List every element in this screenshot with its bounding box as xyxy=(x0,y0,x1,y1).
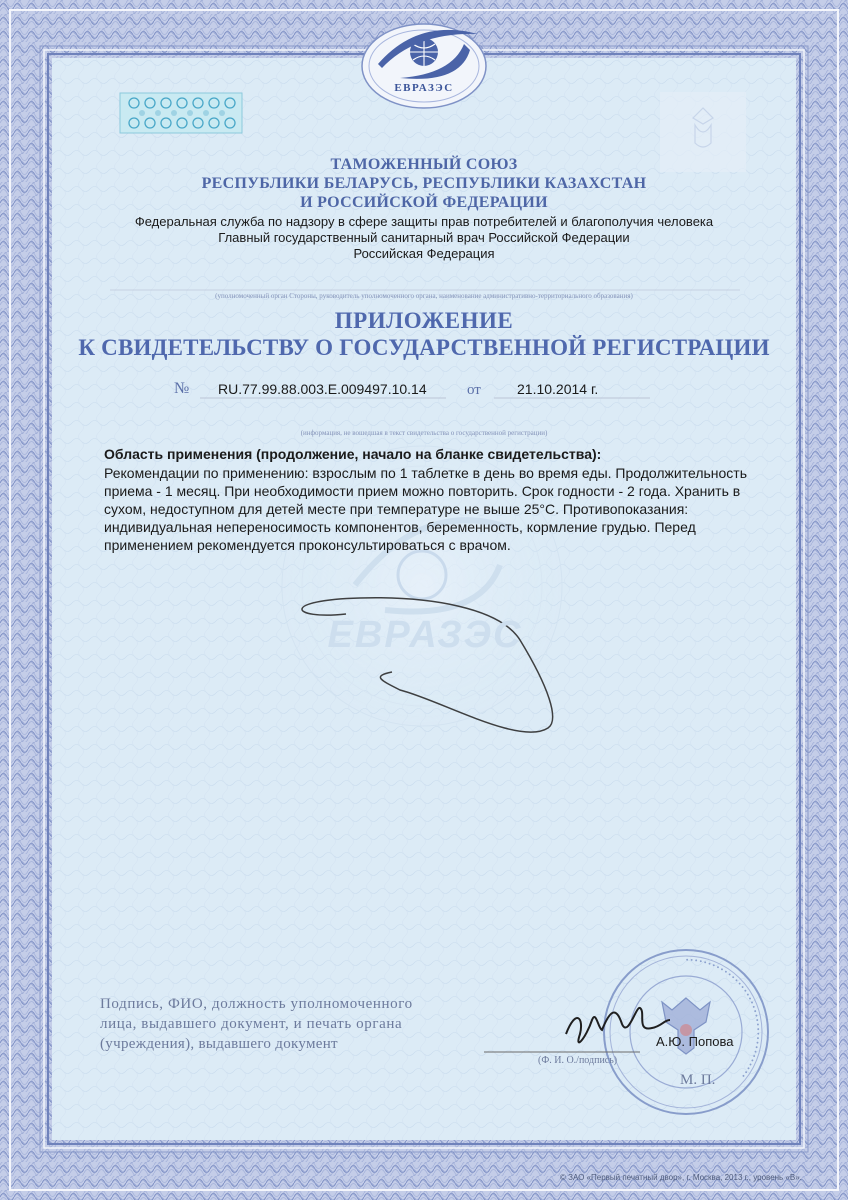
eurasec-emblem xyxy=(362,24,486,108)
hologram-sticker xyxy=(120,93,242,133)
authority-line-3: Российская Федерация xyxy=(353,246,495,261)
stamp-place-label: М. П. xyxy=(680,1072,716,1088)
signature-label-1: Подпись, ФИО, должность уполномоченного xyxy=(100,996,413,1012)
number-label: № xyxy=(174,380,190,397)
signature-label-2: лица, выдавшего документ, и печать органа xyxy=(100,1016,403,1032)
watermark-text: ЕВРАЗЭС xyxy=(327,614,523,656)
authority-caption: (уполномоченный орган Стороны, руководитель уполномоченного органа, наименование административно-территориального образования) xyxy=(215,292,633,300)
header-line-1: ТАМОЖЕННЫЙ СОЮЗ xyxy=(330,156,518,173)
header-line-2: РЕСПУБЛИКИ БЕЛАРУСЬ, РЕСПУБЛИКИ КАЗАХСТАН xyxy=(201,175,647,192)
header-line-3: И РОССИЙСКОЙ ФЕДЕРАЦИИ xyxy=(300,194,548,211)
scope-heading: Область применения (продолжение, начало на бланке свидетельства): xyxy=(104,446,602,462)
svg-text:• • • • • • • • • • • • • • •: • • • • • • • • • • • • • • • • • • • • • • • • • • • • • • • • • • • • xyxy=(685,956,761,1079)
scope-line-4: индивидуальная непереносимость компонентов, беременность, кормление грудью. Перед xyxy=(104,519,696,535)
scope-line-3: сухом, недоступном для детей месте при температуре не выше 25°С. Противопоказания: xyxy=(104,501,689,517)
signature-label-3: (учреждения), выдавшего документ xyxy=(100,1036,338,1052)
name-caption: (Ф. И. О./подпись) xyxy=(538,1055,618,1066)
registration-number: RU.77.99.88.003.E.009497.10.14 xyxy=(218,381,427,397)
authority-line-1: Федеральная служба по надзору в сфере защиты прав потребителей и благополучия человека xyxy=(134,214,714,229)
document-title: ПРИЛОЖЕНИЕ xyxy=(334,308,514,333)
scope-line-5: применением рекомендуется проконсультироваться с врачом. xyxy=(104,537,511,553)
authority-line-2: Главный государственный санитарный врач Российской Федерации xyxy=(218,230,630,245)
printer-footer: © ЗАО «Первый печатный двор», г. Москва, 2013 г., уровень «В». xyxy=(560,1173,802,1182)
date-label: от xyxy=(467,382,481,398)
scope-line-2: приема - 1 месяц. При необходимости прием можно повторить. Срок годности - 2 года. Хранить в xyxy=(104,483,741,499)
scope-line-1: Рекомендации по применению: взрослым по 1 таблетке в день во время еды. Продолжительность xyxy=(104,465,748,481)
document-subtitle: К СВИДЕТЕЛЬСТВУ О ГОСУДАРСТВЕННОЙ РЕГИСТРАЦИИ xyxy=(78,335,770,360)
emblem-text: ЕВРАЗЭС xyxy=(394,82,454,94)
signer-name: А.Ю. Попова xyxy=(656,1034,734,1049)
registration-date: 21.10.2014 г. xyxy=(517,381,599,397)
info-caption: (информация, не вошедшая в текст свидетельства о государственной регистрации) xyxy=(300,429,548,437)
